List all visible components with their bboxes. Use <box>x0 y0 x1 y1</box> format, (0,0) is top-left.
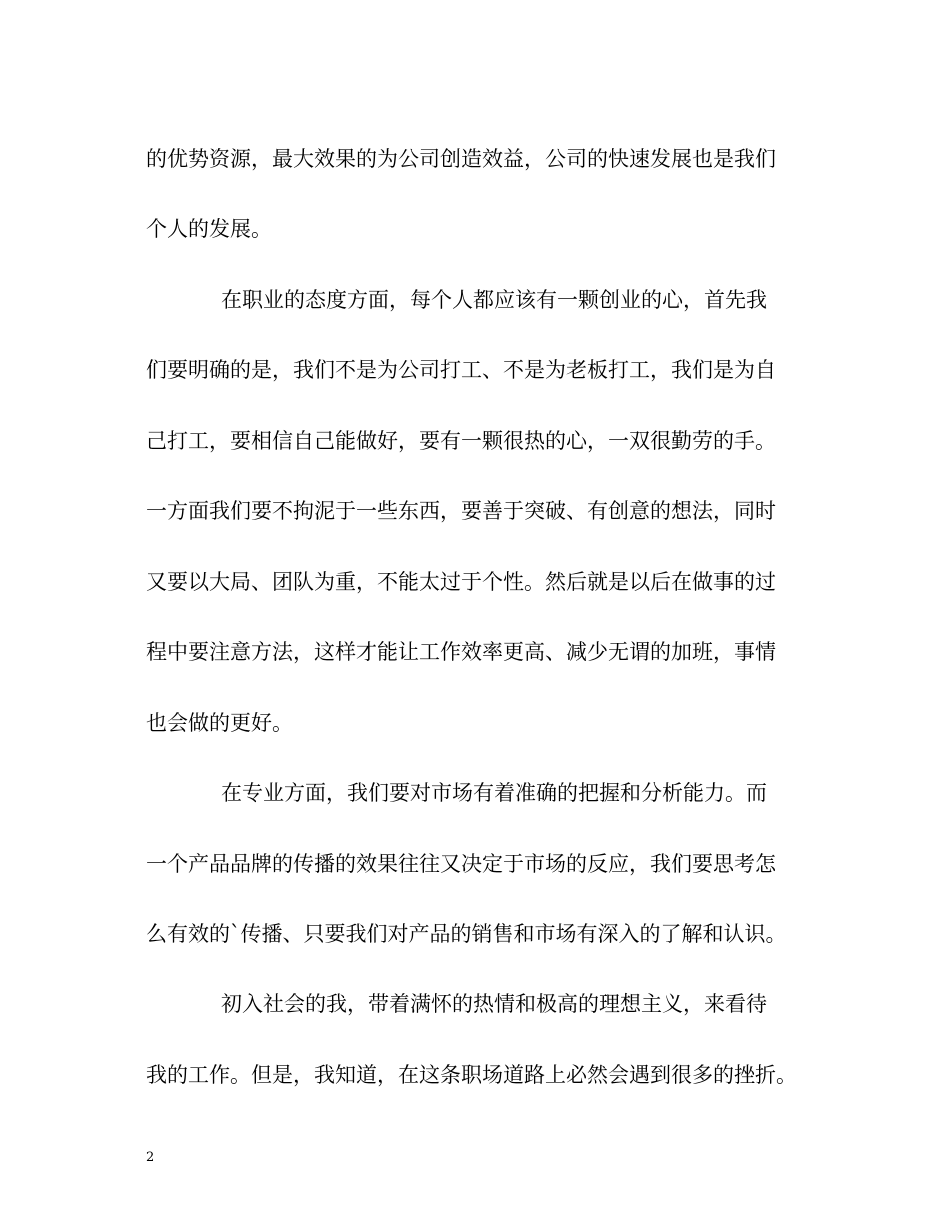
text-line-6: 一方面我们要不拘泥于一些东西，要善于突破、有创意的想法，同时 <box>146 499 776 523</box>
text-line-2: 个人的发展。 <box>146 217 272 241</box>
text-line-9: 也会做的更好。 <box>146 711 293 735</box>
text-line-1: 的优势资源，最大效果的为公司创造效益，公司的快速发展也是我们 <box>146 147 776 171</box>
page-number: 2 <box>146 1150 155 1165</box>
text-line-12: 么有效的`传播、只要我们对产品的销售和市场有深入的了解和认识。 <box>146 922 787 946</box>
text-line-7: 又要以大局、团队为重，不能太过于个性。然后就是以后在做事的过 <box>146 570 776 594</box>
text-line-14: 我的工作。但是，我知道，在这条职场道路上必然会遇到很多的挫折。 <box>146 1063 797 1087</box>
paragraph-start-line-3: 在职业的态度方面，每个人都应该有一颗创业的心，首先我 <box>221 288 767 312</box>
text-line-11: 一个产品品牌的传播的效果往往又决定于市场的反应，我们要思考怎 <box>146 852 776 876</box>
paragraph-start-line-10: 在专业方面，我们要对市场有着准确的把握和分析能力。而 <box>221 781 767 805</box>
text-line-5: 己打工，要相信自己能做好，要有一颗很热的心，一双很勤劳的手。 <box>146 429 776 453</box>
paragraph-start-line-13: 初入社会的我，带着满怀的热情和极高的理想主义，来看待 <box>221 992 767 1016</box>
text-line-8: 程中要注意方法，这样才能让工作效率更高、减少无谓的加班，事情 <box>146 640 776 664</box>
text-line-4: 们要明确的是，我们不是为公司打工、不是为老板打工，我们是为自 <box>146 358 776 382</box>
